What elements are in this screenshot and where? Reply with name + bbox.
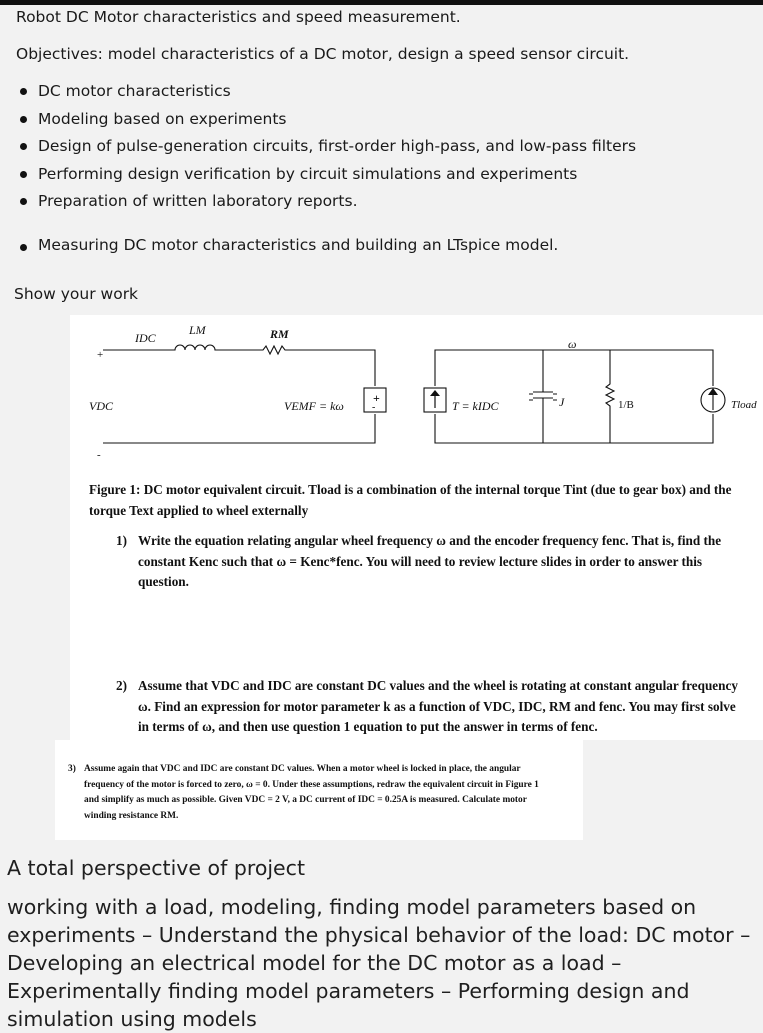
measuring-bullet: Measuring DC motor characteristics and building an LTspice model. [16, 236, 558, 254]
bottom-wire [103, 414, 375, 443]
list-item: Modeling based on experiments [16, 108, 636, 136]
dc-motor-circuit-diagram [85, 318, 757, 468]
torque-label: T = kIDC [452, 399, 499, 413]
mechanical-wire [435, 350, 713, 443]
total-perspective-title: A total perspective of project [7, 856, 305, 880]
top-edge-bar [0, 0, 763, 5]
question-number: 3) [68, 764, 76, 774]
plus-terminal: + [97, 349, 104, 361]
question-text: Assume again that VDC and IDC are constant DC values. When a motor wheel is locked in place, the angular frequency of the motor is forced to zero, ω = 0. Under these assumptions, redraw the equivalent circuit in Figure 1 and simplify as much as possible. Given VDC = 2 V, a DC current of IDC = 0.25A is measured. Calculate motor winding resistance RM. [84, 764, 539, 821]
show-your-work-label: Show your work [14, 285, 139, 303]
objectives-line: Objectives: model characteristics of a DC motor, design a speed sensor circuit. [16, 45, 630, 63]
list-item: Design of pulse-generation circuits, first-order high-pass, and low-pass filters [16, 135, 636, 163]
idc-label: IDC [135, 331, 156, 345]
question-text: Assume that VDC and IDC are constant DC values and the wheel is rotating at constant angular frequency ω. Find an expression for motor parameter k as a function of VDC, IDC, RM and fenc. You may first solve in terms of ω, and then use question 1 equation to put the answer in terms of fenc. [138, 678, 738, 734]
question-number: 2) [116, 678, 127, 693]
emf-plus-sign: + [373, 391, 380, 405]
omega-label: ω [568, 337, 577, 351]
page-title: Robot DC Motor characteristics and speed measurement. [16, 8, 461, 26]
rm-label: RM [270, 327, 289, 341]
list-item: DC motor characteristics [16, 80, 636, 108]
question-number: 1) [116, 533, 127, 548]
question-text: Write the equation relating angular wheel frequency ω and the encoder frequency fenc. That is, find the constant Kenc such that ω = Kenc*fenc. You will need to review lecture slides in order to answer this question. [138, 533, 722, 589]
j-label: J [559, 395, 565, 409]
oneb-label: 1/B [618, 399, 634, 411]
tload-label: Tload [731, 399, 757, 411]
torque-arrow-shaft [434, 396, 435, 408]
emf-minus-sign: - [372, 402, 376, 413]
objectives-list [16, 80, 636, 218]
total-perspective-body: working with a load, modeling, finding model parameters based on experiments – Understand the physical behavior of the load: DC motor – Developing an electrical model for the DC motor as a load – Experimentally finding model parameters – Performing design and simulation using models [7, 895, 751, 1031]
vdc-label: VDC [89, 399, 113, 413]
torque-arrow-head [430, 390, 440, 396]
minus-terminal: - [97, 449, 101, 461]
figure-caption: Figure 1: DC motor equivalent circuit. Tload is a combination of the internal torque Tint (due to gear box) and the torque Text applied to wheel externally [89, 482, 732, 518]
top-wire [103, 345, 375, 386]
list-item: Performing design verification by circuit simulations and experiments [16, 163, 636, 191]
lm-label: LM [189, 323, 206, 337]
vemf-label: VEMF = kω [284, 399, 344, 413]
list-item: Preparation of written laboratory reports. [16, 190, 636, 218]
inertia-capacitor [533, 350, 553, 443]
friction-resistor [606, 350, 614, 443]
